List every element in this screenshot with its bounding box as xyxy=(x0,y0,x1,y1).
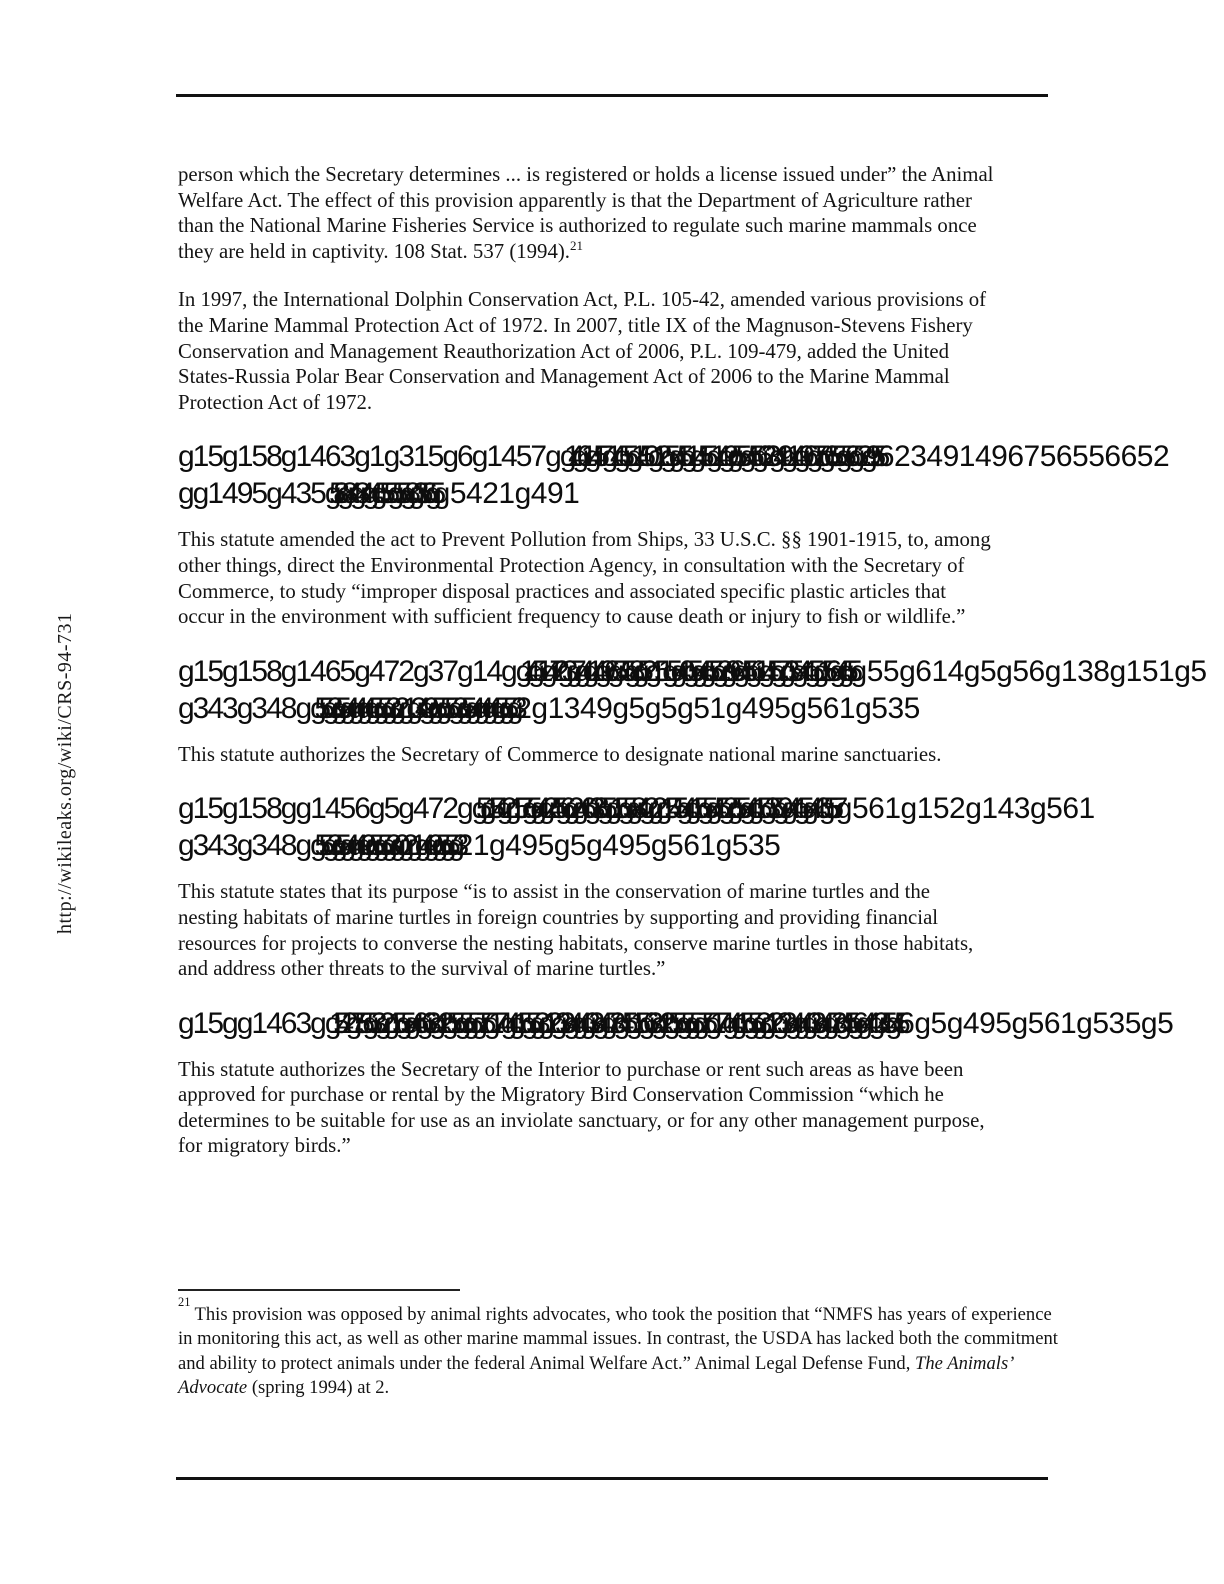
garbled-text: 21g495g5g495g561g535 xyxy=(456,829,781,863)
garbled-heading-line xyxy=(178,438,1224,475)
paragraph-marine-turtles xyxy=(178,879,1224,981)
footnote-line xyxy=(178,1376,1218,1400)
paragraph-lines: This statute authorizes the Secretary of Commerce to designate national marine sanctuaries. xyxy=(178,742,942,766)
footnote-line xyxy=(178,1294,1218,1327)
garbled-heading-line xyxy=(178,827,1224,864)
garbled-text: g15g158gg1456g5g472g xyxy=(178,792,472,826)
top-rule xyxy=(176,94,1048,97)
garbled-text: 623491496756556652 xyxy=(877,440,1170,474)
garbled-text: g55g614g5g56g138g151g5 xyxy=(850,654,1207,688)
garbled-text: g14g51g472g3g7g4g14g96g545g8g52g151g5g40g5g4g55g2g96g45g61g45g7g35g44g5g156g4g55 xyxy=(515,654,851,688)
footnote-text: and ability to protect animals under the federal Animal Welfare Act.” Animal Legal Defense Fund, xyxy=(178,1352,916,1374)
garbled-heading-2 xyxy=(178,653,1224,727)
garbled-heading-4 xyxy=(178,1005,1224,1042)
paragraph-dolphin-conservation xyxy=(178,287,1224,415)
garbled-text: g343g348g xyxy=(178,829,311,863)
paragraph-animal-welfare xyxy=(178,162,1224,264)
garbled-text: gg1495g435 xyxy=(178,477,325,511)
garbled-text: g5421g491 xyxy=(433,477,580,511)
footnote-reference: 21 xyxy=(569,237,583,253)
paragraph-migratory-birds xyxy=(178,1057,1224,1159)
footnote-text: (spring 1994) at 2. xyxy=(247,1377,390,1399)
footnote-text: This provision was opposed by animal rights advocates, who took the position that “NMFS has years of experience xyxy=(194,1304,1052,1325)
garbled-text: 2g1349g5g5g51g495g561g535 xyxy=(515,691,920,725)
footnote-line xyxy=(178,1352,1218,1376)
garbled-heading-1 xyxy=(178,438,1224,512)
paragraph-lines: This statute states that its purpose “is to assist in the conservation of marine turtles and the nesting habitats of marine turtles in foreign countries by supporting and providing financial resources for projects to converse the nesting habitats, conserve marine turtles in those habitats, and address other threats to the survival of marine turtles.” xyxy=(178,880,974,981)
garbled-heading-line xyxy=(178,690,1224,727)
footnote-citation-italic: The Animals’ xyxy=(915,1352,1015,1374)
garbled-text: g15g158g1465g472g37g14g xyxy=(178,654,516,688)
paragraph-lines: This statute authorizes the Secretary of the Interior to purchase or rent such areas as have been approved for purchase or rental by the Migratory Bird Conservation Commission “which he determines to be suitable for use as an inviolate sanctuary, or for any other management purpose, for migratory birds.” xyxy=(178,1057,985,1158)
garbled-text: g15g158g1463g1g315g6g1457g xyxy=(178,440,560,474)
document-body xyxy=(178,162,1224,1182)
footnote-number: 21 xyxy=(178,1294,191,1309)
footnote-text: in monitoring this act, as well as other marine mammal issues. In contrast, the USDA has lacked both the commitment xyxy=(178,1328,1058,1350)
paragraph-marine-sanctuaries xyxy=(178,742,1224,768)
garbled-text: g14g61g457g14g55g1450g12g5g45g1g455g14g9g55g45g623g49g14g96g75g655g56g52g955 xyxy=(559,440,878,474)
paragraph-last-line xyxy=(178,239,1224,265)
garbled-text: 6g5g495g561g535g5 xyxy=(898,1006,1174,1040)
garbled-text: g1542g755g53g2g15g5g46g63g42g55g5g5g75g174g4g15g5g3g12g33g4g4g33g4g73g45g15g63g42g55g5g5g75g174g4g15g5g3g12g33g4g4g33g4g73g45g6g44g345g45 xyxy=(324,1006,899,1040)
garbled-text: g5g154g2g157g5g4g245g6g2g46g38g5g15g5g84g2g2g1545g4g15g5g45g2g55g4g15g35g9g44g5g446g557 xyxy=(471,792,836,826)
garbled-text: g343g348g xyxy=(178,691,311,725)
paragraph-lines: person which the Secretary determines ... is registered or holds a license issued under” the Animal Welfare Act. The effect of this provision apparently is that the Department of Agriculture rather than the National Marine Fisheries Service is authorized to regulate such marine mammals once xyxy=(178,163,994,238)
paragraph-text: they are held in captivity. 108 Stat. 537 (1994). xyxy=(178,239,570,263)
footnote-separator xyxy=(178,1289,460,1291)
paragraph-lines: This statute amended the act to Prevent Pollution from Ships, 33 U.S.C. §§ 1901-1915, to, among other things, direct the Environmental Protection Agency, in consultation with the Secretary of Commerce, to study “improper disposal practices and associated specific plastic articles that occur in the environment with sufficient frequency to cause death or injury to fish or wildlife.” xyxy=(178,528,991,629)
garbled-heading-3 xyxy=(178,790,1224,864)
paragraph-pollution-ships xyxy=(178,527,1224,629)
garbled-text: g58g84g84g4g555g55g8g356g5 xyxy=(324,477,434,511)
paragraph-lines: In 1997, the International Dolphin Conservation Act, P.L. 105-42, amended various provisions of the Marine Mammal Protection Act of 1972. In 2007, title IX of the Magnuson-Stevens Fishery Conservation and Management Reauthorization Act of 2006, P.L. 109-479, added the United States-Russia Polar Bear Conservation and Management Act of 2006 to the Marine Mammal Protection Act of 1972. xyxy=(178,288,987,414)
garbled-heading-line xyxy=(178,653,1224,690)
bottom-rule xyxy=(176,1477,1048,1480)
footnote-citation-italic: Advocate xyxy=(178,1377,248,1399)
garbled-heading-line xyxy=(178,790,1224,827)
sidebar-watermark-url: http://wikileaks.org/wiki/CRS-94-731 xyxy=(54,612,76,934)
garbled-text: g55g3g5g4g4g9g5g5g3g0g2g1g4g9g5g5g3 xyxy=(310,829,457,863)
garbled-text: g55g3g5g4g4g4g5g5g3g2g1g34g9g5g55g3g5g4g4g4g5g5g3 xyxy=(310,691,516,725)
garbled-heading-line xyxy=(178,1005,1224,1042)
garbled-heading-line xyxy=(178,475,1224,512)
footnote-line xyxy=(178,1327,1218,1351)
garbled-text: g15gg1463g xyxy=(178,1006,325,1040)
footnote-block xyxy=(178,1289,1218,1401)
garbled-text: g561g152g143g561 xyxy=(835,792,1095,826)
